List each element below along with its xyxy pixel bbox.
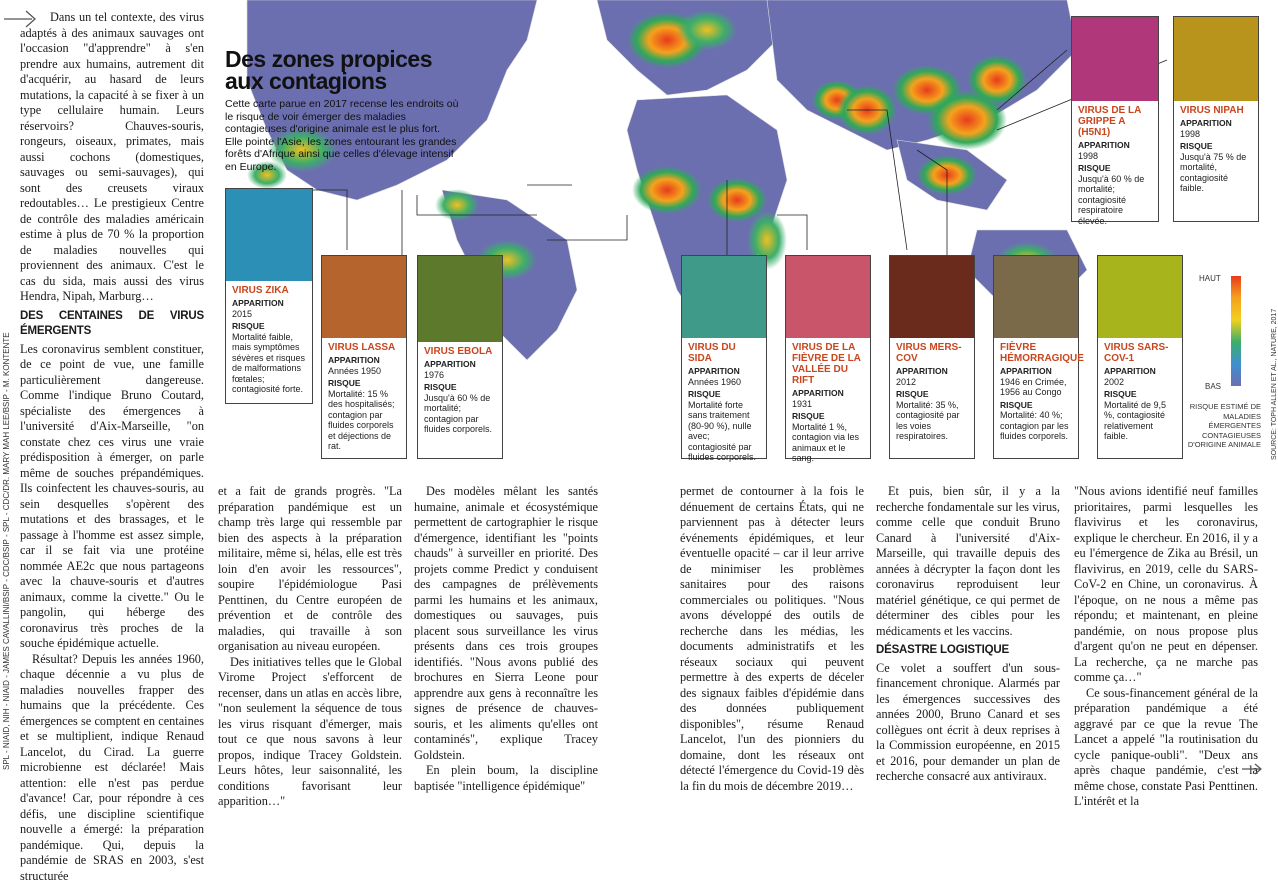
risk-value: Mortalité: 35 %, contagiosité par les voies respiratoires. bbox=[896, 400, 968, 442]
apparition-value: 2002 bbox=[1104, 377, 1176, 388]
paragraph: "Nous avions identifié neuf familles prioritaires, parmi lesquelles les flavivirus et les coronavirus, explique le chercheur. En 2016, il y a eu l'émergence de Zika au Brésil, un flavivirus, en 2019, celle du SARS-CoV-2 en Chine, un coronavirus. À l'époque, on ne nous a même pas répondu; et maintenant, en pleine pandémie, on nous propose plus d'argent qu'on ne peut en dépenser. La recherche, ça ne marche pas comme ça…" bbox=[1074, 484, 1258, 686]
article-column-4 bbox=[680, 484, 864, 794]
article-column-6 bbox=[1074, 484, 1258, 810]
legend-high: HAUT bbox=[1199, 274, 1221, 283]
article-column-2 bbox=[218, 484, 402, 810]
article-column-1 bbox=[20, 10, 204, 884]
virus-name: VIRUS EBOLA bbox=[424, 346, 496, 357]
map-title-line-2: aux contagions bbox=[225, 70, 432, 92]
apparition-label: APPARITION bbox=[688, 366, 760, 377]
paragraph: Des initiatives telles que le Global Virome Project s'efforcent de recenser, dans un atlas en accès libre, "non seulement la séquence de tous les virus risquant d'émerger, mais tout ce que nous savons à leur propos, indique Tracey Goldstein. Leurs hôtes, leur saisonnalité, les conditions favorisant leur apparition…" bbox=[218, 655, 402, 810]
map-source: SOURCE: TOPH ALLEN ET AL., NATURE, 2017 bbox=[1271, 309, 1278, 460]
apparition-label: APPARITION bbox=[792, 388, 864, 399]
risk-label: RISQUE bbox=[792, 411, 864, 422]
virus-photo bbox=[682, 256, 766, 338]
virus-card bbox=[889, 255, 975, 459]
section-heading: DÉSASTRE LOGISTIQUE bbox=[876, 643, 1060, 659]
risk-value: Mortalité faible, mais symptômes sévères et risques de malformations fœtales; contagiosité forte. bbox=[232, 332, 306, 395]
virus-photo bbox=[786, 256, 870, 338]
risk-label: RISQUE bbox=[688, 389, 760, 400]
virus-photo bbox=[1072, 17, 1158, 101]
virus-name: VIRUS MERS-COV bbox=[896, 342, 968, 364]
risk-label: RISQUE bbox=[328, 378, 400, 389]
risk-label: RISQUE bbox=[896, 389, 968, 400]
apparition-value: 1976 bbox=[424, 370, 496, 381]
paragraph: En plein boum, la discipline baptisée "intelligence épidémique" bbox=[414, 763, 598, 794]
virus-card bbox=[1173, 16, 1259, 222]
risk-value: Mortalité: 15 % des hospitalisés; contagion par fluides corporels et déjections de rat. bbox=[328, 389, 400, 452]
virus-name: VIRUS ZIKA bbox=[232, 285, 306, 296]
paragraph: permet de contourner à la fois le dénuement de certains États, qui ne parviennent pas à détecter leurs événements épidémiques, et leur éventuelle opacité – car il leur arrive de minimiser les problèmes sanitaires pour des raisons commerciales ou politiques. "Nous avons développé des outils de recherche dans les médias, les documents administratifs et les réseaux sociaux qui peuvent permettre à des experts de déceler des signaux faibles d'épidémie dans des données publiquement disponibles", résume Renaud Lancelot, l'un des pionniers du domaine, dont les réseaux ont détecté l'émergence du Covid-19 dès la fin du mois de décembre 2019… bbox=[680, 484, 864, 794]
map-title-line-1: Des zones propices bbox=[225, 48, 432, 70]
virus-card bbox=[321, 255, 407, 459]
virus-card bbox=[681, 255, 767, 459]
apparition-value: 1998 bbox=[1078, 151, 1152, 162]
paragraph: Ce sous-financement général de la préparation pandémique a été aggravé par ce que la revue The Lancet a appelé "la routinisation du cycle panique-oubli". "Deux ans après chaque pandémie, c'est la même chose, constate Pasi Penttinen. L'intérêt et la bbox=[1074, 686, 1258, 810]
photo-credit: SPL - NIAID, NIH - NIAID - JAMES CAVALLINI/BSIP - CDC/BSIP - SPL - CDC/DR. MARY MAH LEE/BSIP - M. KONTENTE bbox=[2, 332, 11, 770]
article-column-3 bbox=[414, 484, 598, 794]
apparition-value: 1946 en Crimée, 1956 au Congo bbox=[1000, 377, 1072, 398]
paragraph: Des modèles mêlant les santés humaine, animale et écosystémique permettent de cartographier le risque d'émergence, identifiant les "points chauds" à surveiller en priorité. Des projets comme Predict y conduisent des campagnes de prélèvements parmi les humains et les animaux, domestiques ou sauvages, puis placent sous surveillance les virus présents dans ces trois groupes identifiés. "Nous avons publié des brochures en Sierra Leone pour apprendre aux gens à reconnaître les signes de présence de chauves-souris, et les aliments qu'elles ont contaminés", explique Tracey Goldstein. bbox=[414, 484, 598, 763]
virus-name: VIRUS DE LA FIÈVRE DE LA VALLÉE DU RIFT bbox=[792, 342, 864, 386]
risk-label: RISQUE bbox=[1078, 163, 1152, 174]
virus-photo bbox=[890, 256, 974, 338]
risk-value: Mortalité de 9,5 %, contagiosité relativement faible. bbox=[1104, 400, 1176, 442]
risk-label: RISQUE bbox=[232, 321, 306, 332]
apparition-value: Années 1950 bbox=[328, 366, 400, 377]
legend-caption: RISQUE ESTIMÉ DE MALADIES ÉMERGENTES CONTAGIEUSES D'ORIGINE ANIMALE bbox=[1177, 402, 1261, 450]
apparition-label: APPARITION bbox=[896, 366, 968, 377]
paragraph: Et puis, bien sûr, il y a la recherche fondamentale sur les virus, comme celle que conduit Bruno Canard à l'université d'Aix-Marseille, qui travaille depuis des années à décrypter la façon dont les coronavirus reproduisent leur matériel génétique, ce qui permet de déterminer des cibles pour les médicaments et les vaccins. bbox=[876, 484, 1060, 639]
virus-photo bbox=[418, 256, 502, 342]
apparition-value: Années 1960 bbox=[688, 377, 760, 388]
continue-arrow-icon bbox=[1240, 762, 1266, 776]
risk-value: Jusqu'à 60 % de mortalité; contagion par fluides corporels. bbox=[424, 393, 496, 435]
paragraph: Les coronavirus semblent constituer, de ce point de vue, une famille particulièrement dangereuse. Comme l'indique Bruno Coutard, spécialiste des émergences à l'université d'Aix-Marseille, "on constate chez ces virus une vraie prédisposition à émerger, on parle même de souches prépandémiques. Ils coinfectent les chauves-souris, au sein desquelles s'opèrent des mutations et des brassages, et le passage à l'homme est assez simple, car il se fait via une protéine nommée AE2c que nous partageons avec la chauve-souris et d'autres animaux, comme la civette." Ou le pangolin, qui héberge des coronavirus très proches de la souche épidémique actuelle. bbox=[20, 342, 204, 652]
map-intro: Cette carte parue en 2017 recense les endroits où le risque de voir émerger des maladies contagieuses d'origine animale est le plus fort. Elle pointe l'Asie, les zones entourant les grandes forêts d'Afrique ainsi que celles d'élevage intensif en Europe. bbox=[225, 98, 460, 173]
virus-card bbox=[785, 255, 871, 459]
risk-label: RISQUE bbox=[1104, 389, 1176, 400]
apparition-value: 2015 bbox=[232, 309, 306, 320]
legend-low: BAS bbox=[1205, 382, 1221, 391]
paragraph: et a fait de grands progrès. "La préparation pandémique est un champ très large qui ressemble par bien des aspects à la préparation militaire, même si, hélas, elle est très loin d'en avoir les ressources", soupire l'épidémiologue Pasi Penttinen, du Centre européen de prévention et de contrôle des maladies, qui travaille à son organisation au niveau européen. bbox=[218, 484, 402, 655]
risk-label: RISQUE bbox=[424, 382, 496, 393]
apparition-label: APPARITION bbox=[232, 298, 306, 309]
virus-card bbox=[1071, 16, 1159, 222]
legend-scale bbox=[1231, 276, 1241, 386]
virus-name: VIRUS SARS-COV-1 bbox=[1104, 342, 1176, 364]
apparition-label: APPARITION bbox=[1078, 140, 1152, 151]
paragraph: Dans un tel contexte, des virus adaptés à des animaux sauvages ont l'occasion "d'apprendre" à s'en prendre aux humains, autrement dit d'acquérir, au hasard de leurs mutations, la capacité à se fixer à un type cellulaire humain. Leurs réservoirs? Chauves-souris, rongeurs, oiseaux, primates, mais aussi cochons (domestiques, sauvages ou semi-sauvages), qui sont des creusets viraux redoutables… Le prestigieux Centre de contrôle des maladies américain estime à plus de 70 % la proportion de maladies nouvelles qui proviennent des animaux. C'est le cas du sida, mais aussi des virus Hendra, Nipah, Marburg… bbox=[20, 10, 204, 305]
risk-label: RISQUE bbox=[1000, 400, 1072, 411]
risk-label: RISQUE bbox=[1180, 141, 1252, 152]
apparition-value: 1931 bbox=[792, 399, 864, 410]
risk-value: Mortalité: 40 %; contagion par les fluides corporels. bbox=[1000, 410, 1072, 442]
map-title bbox=[225, 48, 432, 92]
virus-card bbox=[225, 188, 313, 404]
article-column-5 bbox=[876, 484, 1060, 785]
virus-photo bbox=[994, 256, 1078, 338]
virus-photo bbox=[1174, 17, 1258, 101]
apparition-value: 1998 bbox=[1180, 129, 1252, 140]
section-heading: DES CENTAINES DE VIRUS ÉMERGENTS bbox=[20, 309, 204, 340]
virus-name: VIRUS NIPAH bbox=[1180, 105, 1252, 116]
apparition-label: APPARITION bbox=[1104, 366, 1176, 377]
risk-map bbox=[207, 0, 1278, 463]
virus-card bbox=[993, 255, 1079, 459]
virus-card bbox=[417, 255, 503, 459]
virus-name: FIÈVRE HÉMORRAGIQUE bbox=[1000, 342, 1072, 364]
apparition-label: APPARITION bbox=[424, 359, 496, 370]
risk-value: Mortalité 1 %, contagion via les animaux et le sang. bbox=[792, 422, 864, 464]
apparition-label: APPARITION bbox=[1180, 118, 1252, 129]
virus-photo bbox=[322, 256, 406, 338]
apparition-label: APPARITION bbox=[1000, 366, 1072, 377]
virus-photo bbox=[226, 189, 312, 281]
risk-value: Mortalité forte sans traitement (80-90 %), nulle avec; contagiosité par fluides corporels. bbox=[688, 400, 760, 463]
virus-card bbox=[1097, 255, 1183, 459]
virus-photo bbox=[1098, 256, 1182, 338]
paragraph: Ce volet a souffert d'un sous-financement chronique. Alarmés par les émergences successives des années 2000, Bruno Canard et ses collègues ont écrit à deux reprises à la Commission européenne, en 2015 et 2016, pour demander un plan de recherche consacré aux antiviraux. bbox=[876, 661, 1060, 785]
risk-value: Jusqu'à 75 % de mortalité, contagiosité faible. bbox=[1180, 152, 1252, 194]
apparition-value: 2012 bbox=[896, 377, 968, 388]
virus-name: VIRUS DU SIDA bbox=[688, 342, 760, 364]
risk-value: Jusqu'à 60 % de mortalité; contagiosité respiratoire élevée. bbox=[1078, 174, 1152, 227]
virus-name: VIRUS DE LA GRIPPE A (H5N1) bbox=[1078, 105, 1152, 138]
paragraph: Résultat? Depuis les années 1960, chaque décennie a vu plus de maladies nouvelles frapper des humains que la précédente. Ces émergences se comptent en centaines et se multiplient, indique Renaud Lancelot, du Cirad. La guerre microbienne est déclarée! Mais attention: elle n'est pas perdue d'avance! Car, pour répondre à ces défis, une discipline scientifique nouvelle a émergé: la préparation pandémique. Qui, depuis la pandémie de SRAS en 2003, s'est structurée bbox=[20, 652, 204, 884]
map-legend bbox=[1197, 274, 1267, 460]
apparition-label: APPARITION bbox=[328, 355, 400, 366]
virus-name: VIRUS LASSA bbox=[328, 342, 400, 353]
